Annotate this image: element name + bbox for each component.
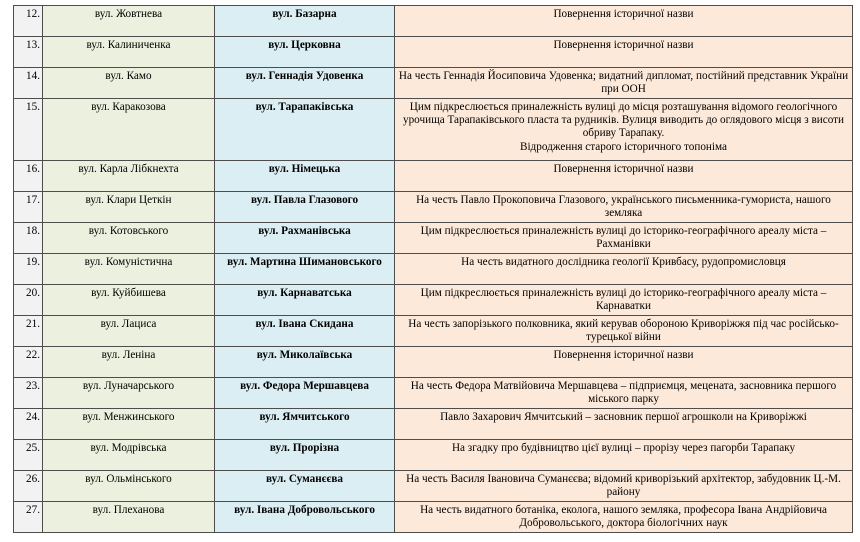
renaming-reason: На честь Федора Матвійовича Мершавцева – підприємця, мецената, засновника першого міського парку: [395, 378, 853, 409]
old-street-name: вул. Плеханова: [43, 502, 215, 533]
new-street-name: вул. Геннадія Удовенка: [215, 68, 395, 99]
row-number: 18.: [14, 223, 43, 254]
new-street-name: вул. Німецька: [215, 161, 395, 192]
renaming-reason: На честь Геннадія Йосиповича Удовенка; видатний дипломат, постійний представник України при ООН: [395, 68, 853, 99]
row-number: 13.: [14, 37, 43, 68]
old-street-name: вул. Менжинського: [43, 409, 215, 440]
old-street-name: вул. Лациса: [43, 316, 215, 347]
renaming-reason: На честь Павло Прокоповича Глазового, українського письменника-гумориста, нашого земляка: [395, 192, 853, 223]
row-number: 22.: [14, 347, 43, 378]
new-street-name: вул. Федора Мершавцева: [215, 378, 395, 409]
row-number: 25.: [14, 440, 43, 471]
table-row: [14, 347, 853, 378]
renaming-reason: Цим підкреслюється приналежність вулиці до історико-географічного ареалу міста – Рахманівки: [395, 223, 853, 254]
old-street-name: вул. Карла Лібкнехта: [43, 161, 215, 192]
new-street-name: вул. Ямчитського: [215, 409, 395, 440]
table-row: [14, 502, 853, 533]
old-street-name: вул. Куйбишева: [43, 285, 215, 316]
table-row: [14, 440, 853, 471]
old-street-name: вул. Модрівська: [43, 440, 215, 471]
row-number: 12.: [14, 6, 43, 37]
new-street-name: вул. Павла Глазового: [215, 192, 395, 223]
renaming-reason: На честь видатного ботаніка, еколога, нашого земляка, професора Івана Андрійовича Добровольського, доктора біологічних наук: [395, 502, 853, 533]
table-row: [14, 161, 853, 192]
new-street-name: вул. Тарапаківська: [215, 99, 395, 161]
new-street-name: вул. Івана Скидана: [215, 316, 395, 347]
old-street-name: вул. Каракозова: [43, 99, 215, 161]
renaming-reason: Цим підкреслюється приналежність вулиці до історико-географічного ареалу міста – Карнаватки: [395, 285, 853, 316]
row-number: 26.: [14, 471, 43, 502]
renaming-reason: На честь видатного дослідника геології Кривбасу, рудопромисловця: [395, 254, 853, 285]
row-number: 15.: [14, 99, 43, 161]
old-street-name: вул. Луначарського: [43, 378, 215, 409]
new-street-name: вул. Суманєєва: [215, 471, 395, 502]
row-number: 14.: [14, 68, 43, 99]
table-row: [14, 6, 853, 37]
renaming-reason: На честь запорізького полковника, який керував обороною Криворіжжя під час російсько-турецької війни: [395, 316, 853, 347]
table-row: [14, 99, 853, 161]
renaming-reason: Повернення історичної назви: [395, 6, 853, 37]
table-row: [14, 68, 853, 99]
row-number: 23.: [14, 378, 43, 409]
renaming-reason: На згадку про будівництво цієї вулиці – прорізу через пагорби Тарапаку: [395, 440, 853, 471]
row-number: 20.: [14, 285, 43, 316]
street-renaming-table: [13, 5, 853, 533]
old-street-name: вул. Леніна: [43, 347, 215, 378]
new-street-name: вул. Мартина Шимановського: [215, 254, 395, 285]
new-street-name: вул. Миколаївська: [215, 347, 395, 378]
renaming-reason: На честь Василя Івановича Суманєєва; відомий криворізький архітектор, забудовник Ц.-М. району: [395, 471, 853, 502]
old-street-name: вул. Котовського: [43, 223, 215, 254]
new-street-name: вул. Базарна: [215, 6, 395, 37]
table-row: [14, 316, 853, 347]
row-number: 21.: [14, 316, 43, 347]
new-street-name: вул. Рахманівська: [215, 223, 395, 254]
renaming-reason: Павло Захарович Ямчитський – засновник першої агрошколи на Криворіжжі: [395, 409, 853, 440]
new-street-name: вул. Прорізна: [215, 440, 395, 471]
new-street-name: вул. Івана Добровольського: [215, 502, 395, 533]
renaming-reason: Повернення історичної назви: [395, 347, 853, 378]
row-number: 16.: [14, 161, 43, 192]
old-street-name: вул. Клари Цеткін: [43, 192, 215, 223]
renaming-reason: Повернення історичної назви: [395, 37, 853, 68]
renaming-reason-text: Цим підкреслюється приналежність вулиці до місця розташування відомого геологічного урочища Тарапаківського пласта та рудників. Вулиця виводить до оглядового місця з висоти обриву Тарапаку.: [402, 101, 845, 140]
table-row: [14, 223, 853, 254]
table-row: [14, 378, 853, 409]
old-street-name: вул. Жовтнева: [43, 6, 215, 37]
renaming-reason-extra: Відродження старого історичного топоніма: [519, 140, 727, 153]
renaming-reason: Повернення історичної назви: [395, 161, 853, 192]
table-row: [14, 254, 853, 285]
row-number: 27.: [14, 502, 43, 533]
table-row: [14, 409, 853, 440]
table-row: [14, 37, 853, 68]
new-street-name: вул. Церковна: [215, 37, 395, 68]
renaming-reason: [395, 99, 853, 161]
new-street-name: вул. Карнаватська: [215, 285, 395, 316]
table-row: [14, 285, 853, 316]
old-street-name: вул. Камо: [43, 68, 215, 99]
table-row: [14, 192, 853, 223]
row-number: 24.: [14, 409, 43, 440]
row-number: 19.: [14, 254, 43, 285]
table-row: [14, 471, 853, 502]
row-number: 17.: [14, 192, 43, 223]
old-street-name: вул. Калиниченка: [43, 37, 215, 68]
old-street-name: вул. Ольмінського: [43, 471, 215, 502]
old-street-name: вул. Комуністична: [43, 254, 215, 285]
